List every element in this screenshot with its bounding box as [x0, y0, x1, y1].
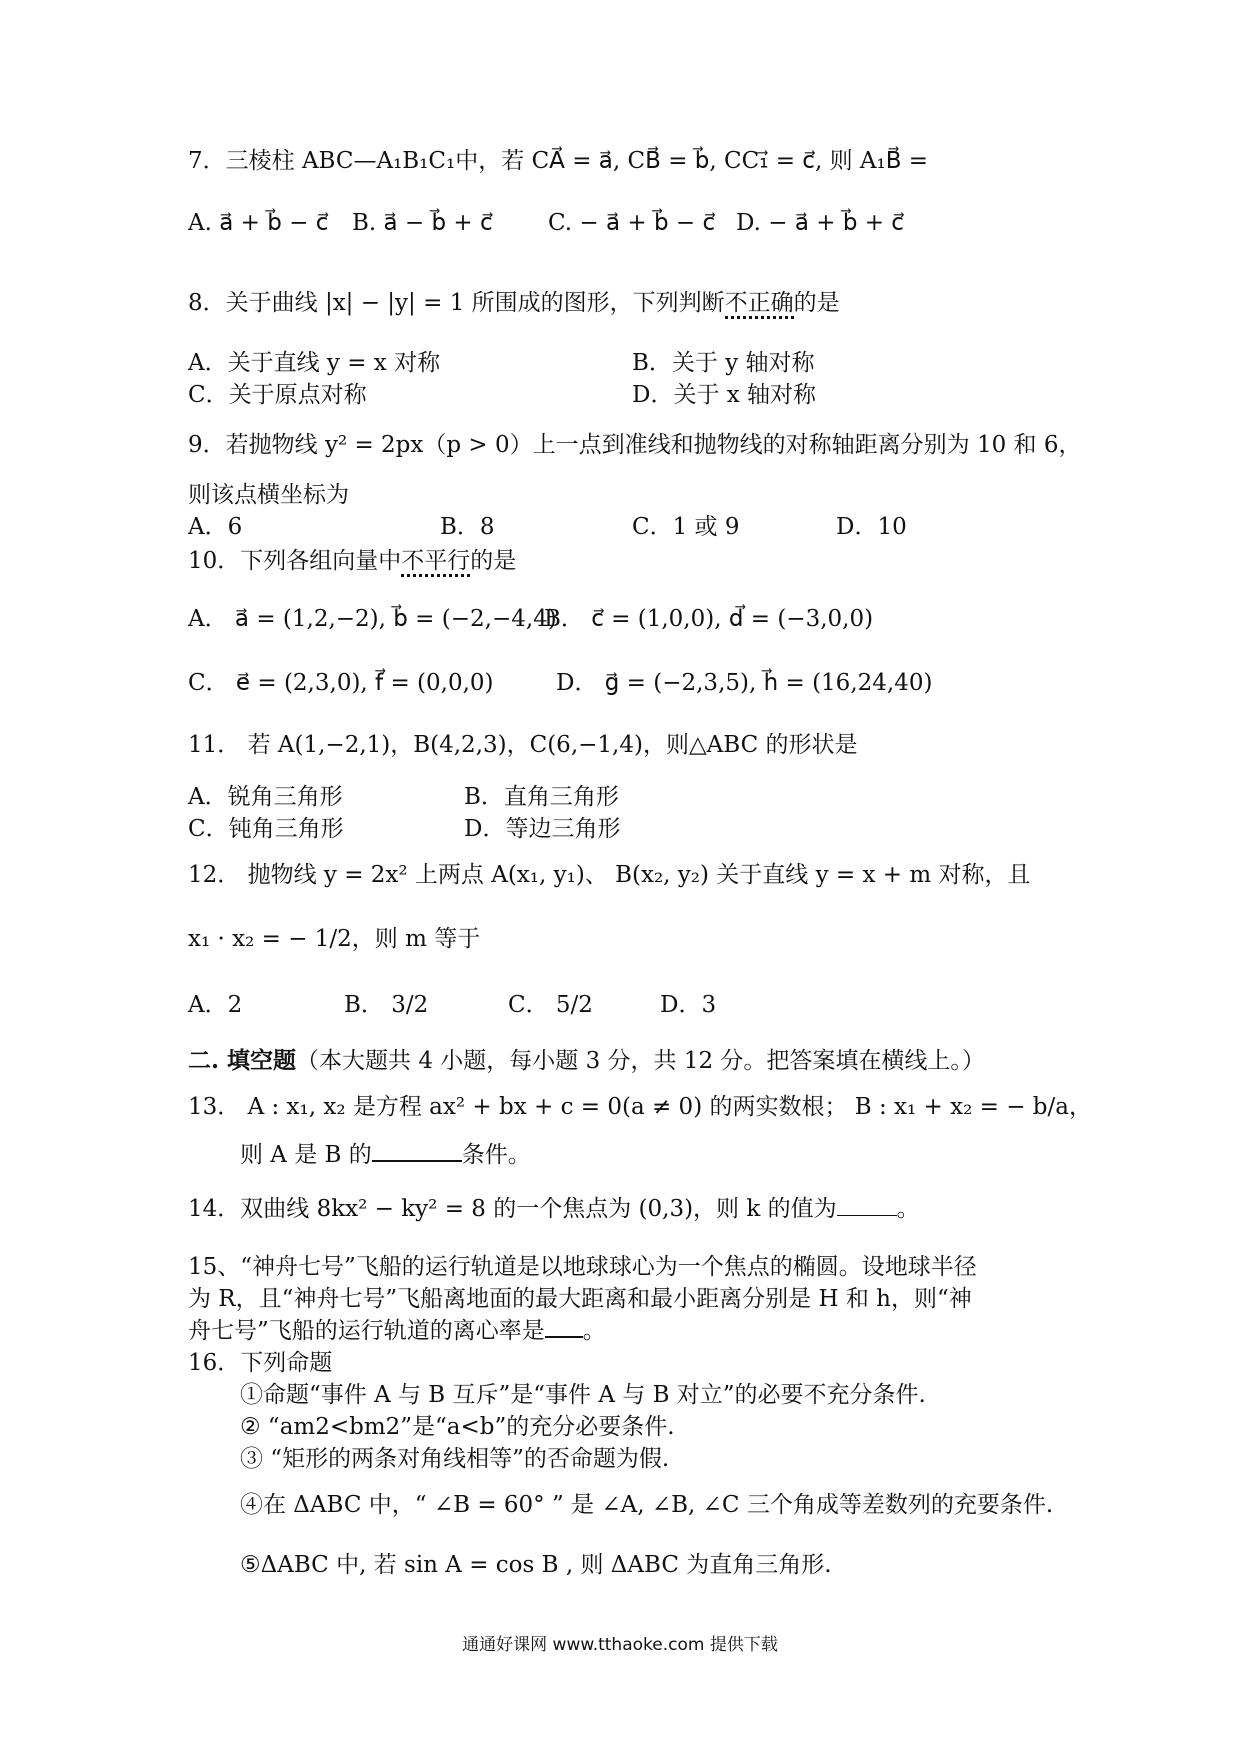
q7-option-c: C. − a⃗ + b⃗ − c⃗ — [548, 210, 716, 236]
q14-stem-pre: 14．双曲线 8kx² − ky² = 8 的一个焦点为 (0,3)，则 k 的值为 — [188, 1196, 837, 1222]
q10-option-d: D． g⃗ = (−2,3,5), h⃗ = (16,24,40) — [556, 670, 933, 696]
q15-line2: 为 R，且“神舟七号”飞船离地面的最大距离和最小距离分别是 H 和 h，则“神 — [188, 1286, 972, 1312]
q14-stem — [188, 1194, 920, 1224]
q16-stem: 16．下列命题 — [188, 1350, 333, 1376]
q9-option-a: A．6 — [188, 514, 243, 540]
q15-line1: 15、“神舟七号”飞船的运行轨道是以地球球心为一个焦点的椭圆。设地球半径 — [188, 1254, 977, 1280]
q8-option-c: C．关于原点对称 — [188, 382, 367, 408]
q13-stem2-pre: 则 A 是 B 的 — [240, 1142, 372, 1168]
q11-option-c: C．钝角三角形 — [188, 816, 344, 842]
q16-item-1: ①命题“事件 A 与 B 互斥”是“事件 A 与 B 对立”的必要不充分条件. — [240, 1382, 926, 1408]
q11-stem: 11． 若 A(1,−2,1)，B(4,2,3)，C(6,−1,4)，则△ABC 的形状是 — [188, 732, 858, 758]
q8-stem-post: 的是 — [793, 290, 840, 316]
q7-option-a: A. a⃗ + b⃗ − c⃗ — [188, 210, 329, 236]
q16-item-2: ② “am2<bm2”是“a<b”的充分必要条件. — [240, 1414, 675, 1440]
q12-option-c: C． 5/2 — [508, 992, 593, 1018]
section2-heading — [188, 1046, 985, 1076]
q9-option-d: D．10 — [836, 514, 907, 540]
q15-line3 — [188, 1316, 606, 1346]
q11-option-b: B．直角三角形 — [464, 784, 619, 810]
q10-stem-emphasis: 不平行 — [401, 548, 470, 577]
q11-option-d: D．等边三角形 — [464, 816, 621, 842]
q14-stem-post: 。 — [896, 1196, 920, 1222]
q8-stem-pre: 8．关于曲线 |x| − |y| = 1 所围成的图形，下列判断 — [188, 290, 725, 316]
q8-stem — [188, 288, 840, 318]
q7-option-d: D. − a⃗ + b⃗ + c⃗ — [736, 210, 904, 236]
q7-stem: 7．三棱柱 ABC—A₁B₁C₁中，若 CA⃗ = a⃗, CB⃗ = b⃗, CC₁⃗ = c⃗, 则 A₁B⃗ = — [188, 148, 929, 174]
q7-option-b: B. a⃗ − b⃗ + c⃗ — [352, 210, 493, 236]
q8-stem-emphasis: 不正确 — [725, 290, 794, 319]
q8-option-d: D．关于 x 轴对称 — [632, 382, 817, 408]
q13-answer-blank[interactable] — [372, 1140, 462, 1162]
q16-item-4: ④在 ΔABC 中，“ ∠B = 60° ” 是 ∠A, ∠B, ∠C 三个角成等差数列的充要条件. — [240, 1492, 1054, 1518]
q10-stem-post: 的是 — [470, 548, 517, 574]
q14-answer-blank[interactable] — [837, 1195, 897, 1216]
q15-answer-blank[interactable] — [545, 1316, 583, 1338]
q16-item-3: ③ “矩形的两条对角线相等”的否命题为假. — [240, 1446, 670, 1472]
q8-option-b: B．关于 y 轴对称 — [632, 350, 815, 376]
q9-stem-line1: 9．若抛物线 y² = 2px（p > 0）上一点到准线和抛物线的对称轴距离分别为 10 和 6， — [188, 432, 1082, 458]
q10-stem — [188, 546, 516, 576]
q15-line3-post: 。 — [582, 1318, 606, 1344]
q13-stem-line1: 13． A : x₁, x₂ 是方程 ax² + bx + c = 0(a ≠ 0) 的两实数根； B : x₁ + x₂ = − b/a， — [188, 1094, 1092, 1120]
q11-option-a: A．锐角三角形 — [188, 784, 343, 810]
q12-stem-line1: 12． 抛物线 y = 2x² 上两点 A(x₁, y₁)、 B(x₂, y₂) 关于直线 y = x + m 对称，且 — [188, 862, 1031, 888]
q8-option-a: A．关于直线 y = x 对称 — [188, 350, 441, 376]
q10-option-c: C． e⃗ = (2,3,0), f⃗ = (0,0,0) — [188, 670, 494, 696]
section2-description: （本大题共 4 小题，每小题 3 分，共 12 分。把答案填在横线上。） — [296, 1048, 985, 1074]
q9-option-b: B．8 — [440, 514, 495, 540]
q13-stem-line2 — [240, 1140, 531, 1170]
q10-stem-pre: 10．下列各组向量中 — [188, 548, 402, 574]
q15-line3-pre: 舟七号”飞船的运行轨道的离心率是 — [188, 1318, 545, 1344]
q9-stem-line2: 则该点横坐标为 — [188, 482, 349, 508]
q13-stem2-post: 条件。 — [461, 1142, 531, 1168]
q12-option-a: A．2 — [188, 992, 243, 1018]
q10-option-a: A． a⃗ = (1,2,−2), b⃗ = (−2,−4,4) — [188, 606, 557, 632]
footer-download-credit: 通通好课网 www.tthaoke.com 提供下载 — [462, 1635, 778, 1655]
q12-option-b: B． 3/2 — [344, 992, 429, 1018]
q9-option-c: C．1 或 9 — [632, 514, 740, 540]
q16-item-5: ⑤ΔABC 中, 若 sin A = cos B , 则 ΔABC 为直角三角形. — [240, 1552, 832, 1578]
q12-stem-line2: x₁ · x₂ = − 1/2，则 m 等于 — [188, 926, 481, 952]
q10-option-b: B． c⃗ = (1,0,0), d⃗ = (−3,0,0) — [544, 606, 874, 632]
q12-option-d: D．3 — [660, 992, 717, 1018]
section2-title: 二. 填空题 — [188, 1047, 297, 1074]
